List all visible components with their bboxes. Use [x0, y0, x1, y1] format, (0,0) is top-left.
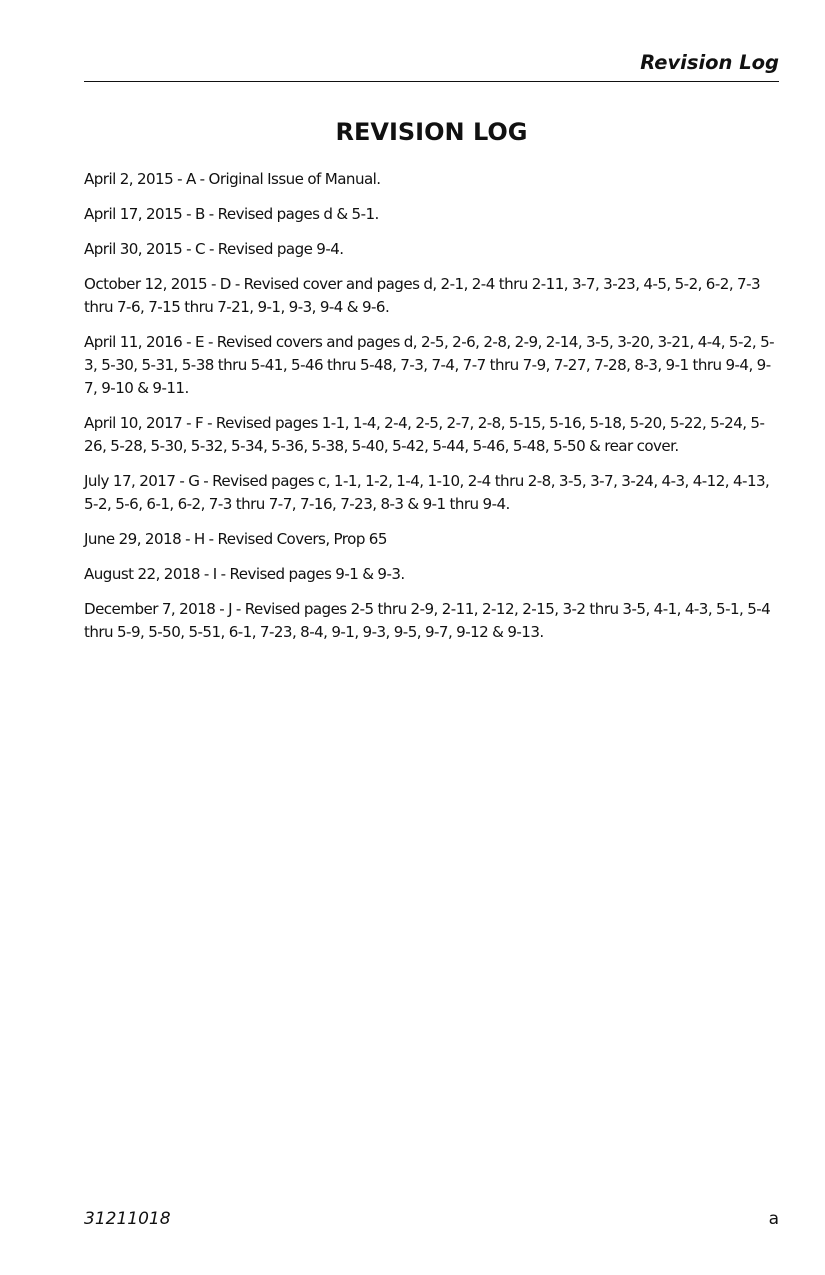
revision-entry-e: April 11, 2016 - E - Revised covers and pages d, 2-5, 2-6, 2-8, 2-9, 2-14, 3-5, 3-20, 3-21, 4-4, 5-2, 5-3, 5-30, 5-31, 5-38 thru 5-41, 5-46 thru 5-48, 7-3, 7-4, 7-7 thru 7-9, 7-27, 7-28, 8-3, 9-1 thru 9-4, 9-7, 9-10 & 9-11. [84, 333, 775, 397]
page-title: REVISION LOG [335, 118, 528, 146]
revision-entry-a: April 2, 2015 - A - Original Issue of Manual. [84, 170, 381, 188]
revision-entry-j: December 7, 2018 - J - Revised pages 2-5 thru 2-9, 2-11, 2-12, 2-15, 3-2 thru 3-5, 4-1, 4-3, 5-1, 5-4 thru 5-9, 5-50, 5-51, 6-1, 7-23, 8-4, 9-1, 9-3, 9-5, 9-7, 9-12 & 9-13. [84, 600, 771, 641]
revision-entry-h: June 29, 2018 - H - Revised Covers, Prop 65 [84, 530, 387, 548]
revision-entry-d: October 12, 2015 - D - Revised cover and pages d, 2-1, 2-4 thru 2-11, 3-7, 3-23, 4-5, 5-2, 6-2, 7-3 thru 7-6, 7-15 thru 7-21, 9-1, 9-3, 9-4 & 9-6. [84, 275, 761, 316]
revision-entry-f: April 10, 2017 - F - Revised pages 1-1, 1-4, 2-4, 2-5, 2-7, 2-8, 5-15, 5-16, 5-18, 5-20, 5-22, 5-24, 5-26, 5-28, 5-30, 5-32, 5-34, 5-36, 5-38, 5-40, 5-42, 5-44, 5-46, 5-48, 5-50 & rear cover. [84, 414, 765, 455]
revision-entry-b: April 17, 2015 - B - Revised pages d & 5-1. [84, 205, 379, 223]
revision-list [84, 168, 782, 656]
page-number: a [768, 1209, 779, 1229]
revision-entry-g: July 17, 2017 - G - Revised pages c, 1-1, 1-2, 1-4, 1-10, 2-4 thru 2-8, 3-5, 3-7, 3-24, 4-3, 4-12, 4-13, 5-2, 5-6, 6-1, 6-2, 7-3 thru 7-7, 7-16, 7-23, 8-3 & 9-1 thru 9-4. [84, 472, 770, 513]
page-header [84, 48, 779, 82]
revision-entry-c: April 30, 2015 - C - Revised page 9-4. [84, 240, 344, 258]
revision-entry-i: August 22, 2018 - I - Revised pages 9-1 & 9-3. [84, 565, 405, 583]
header-title: Revision Log [640, 51, 779, 74]
document-number: 31211018 [84, 1209, 171, 1229]
page-footer [84, 1209, 779, 1235]
